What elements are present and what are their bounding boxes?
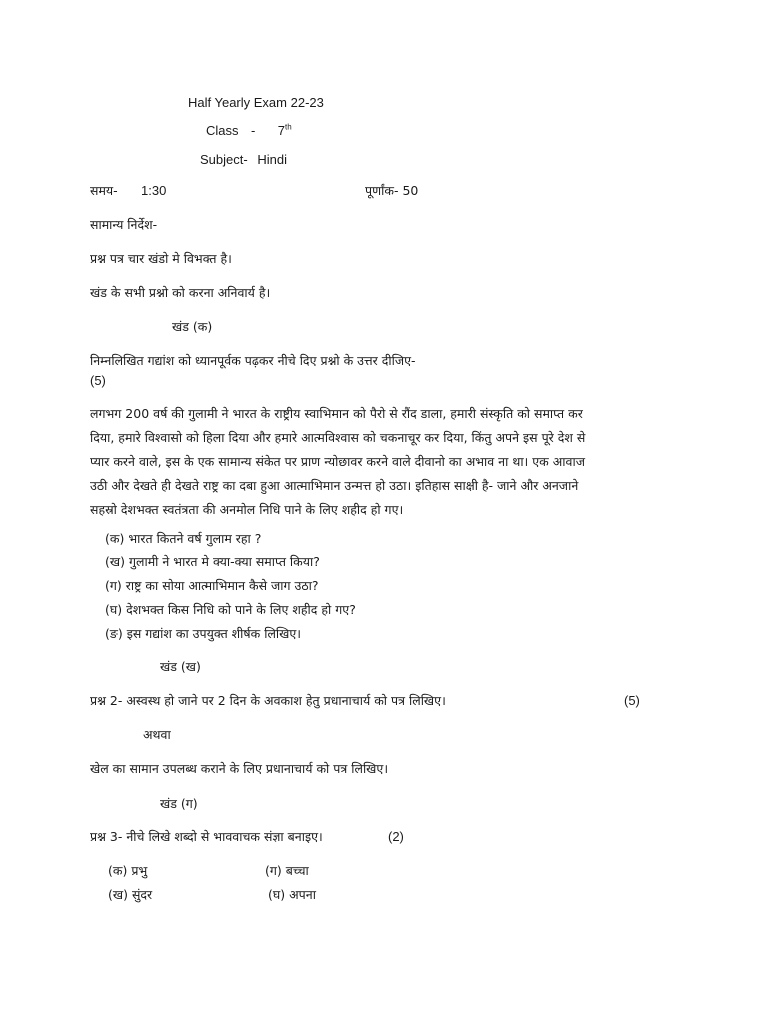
- section-b-marks: (5): [624, 693, 640, 708]
- word-item: (ग) बच्चा: [265, 863, 309, 878]
- section-c-question: प्रश्न 3- नीचे लिखे शब्दो से भाववाचक संज्ञा बनाइए।: [90, 829, 323, 844]
- time-label: समय-: [90, 183, 118, 198]
- section-b-alt-question: खेल का सामान उपलब्ध कराने के लिए प्रधानाचार्य को पत्र लिखिए।: [90, 761, 389, 776]
- time-value: 1:30: [141, 183, 167, 198]
- subject-value: Hindi: [257, 152, 287, 167]
- section-b-title: खंड (ख): [160, 659, 201, 674]
- class-value: 7: [277, 123, 285, 138]
- instruction-line-2: खंड के सभी प्रश्नो को करना अनिवार्य है।: [90, 285, 271, 300]
- passage-line: लगभग 200 वर्ष की गुलामी ने भारत के राष्ट्रीय स्वाभिमान को पैरो से रौंद डाला, हमारी संस्कृति को समाप्त कर: [90, 406, 583, 421]
- passage-line: उठी और देखते ही देखते राष्ट्र का दबा हुआ आत्माभिमान उन्मत्त हो उठा। इतिहास साक्षी है- जाने और अनजाने: [90, 478, 579, 493]
- section-a-marks: (5): [90, 373, 106, 388]
- passage: [90, 402, 680, 522]
- section-c-marks: (2): [388, 829, 404, 844]
- or-label: अथवा: [143, 727, 171, 742]
- section-a-title: खंड (क): [172, 319, 213, 334]
- question-item: (क) भारत कितने वर्ष गुलाम रहा ?: [105, 531, 262, 546]
- section-b-question: प्रश्न 2- अस्वस्थ हो जाने पर 2 दिन के अवकाश हेतु प्रधानाचार्य को पत्र लिखिए।: [90, 693, 446, 708]
- full-marks: पूर्णांक- 50: [365, 183, 419, 198]
- passage-line: सहस्रो देशभक्त स्वतंत्रता की अनमोल निधि पाने के लिए शहीद हो गए।: [90, 502, 404, 517]
- exam-title: Half Yearly Exam 22-23: [188, 95, 324, 110]
- word-item: (ख) सुंदर: [108, 887, 153, 902]
- question-item: (ख) गुलामी ने भारत मे क्या-क्या समाप्त किया?: [105, 554, 320, 569]
- question-item: (ग) राष्ट्र का सोया आत्माभिमान कैसे जाग उठा?: [105, 578, 319, 593]
- class-superscript: th: [285, 122, 292, 132]
- instruction-line-1: प्रश्न पत्र चार खंडो मे विभक्त है।: [90, 251, 232, 266]
- class-line: [206, 122, 292, 140]
- instructions-heading: सामान्य निर्देश-: [90, 217, 158, 232]
- section-a-instruction: निम्नलिखित गद्यांश को ध्यानपूर्वक पढ़कर नीचे दिए प्रश्नो के उत्तर दीजिए-: [90, 353, 416, 368]
- question-item: (घ) देशभक्त किस निधि को पाने के लिए शहीद हो गए?: [105, 602, 356, 617]
- word-item: (घ) अपना: [268, 887, 316, 902]
- question-item: (ङ) इस गद्यांश का उपयुक्त शीर्षक लिखिए।: [105, 626, 302, 641]
- class-label: Class: [206, 123, 239, 138]
- subject-label: Subject-: [200, 152, 248, 167]
- class-separator: -: [250, 123, 256, 138]
- passage-line: दिया, हमारे विश्वासो को हिला दिया और हमारे आत्मविश्वास को चकनाचूर कर दिया, किंतु अपने इस पूरे देश से: [90, 430, 586, 445]
- section-c-title: खंड (ग): [160, 796, 198, 811]
- subject-line: [200, 151, 287, 169]
- passage-line: प्यार करने वाले, इस के एक सामान्य संकेत पर प्राण न्योछावर करने वाले दीवानो का अभाव ना था। एक आवाज: [90, 454, 585, 469]
- word-item: (क) प्रभु: [108, 863, 148, 878]
